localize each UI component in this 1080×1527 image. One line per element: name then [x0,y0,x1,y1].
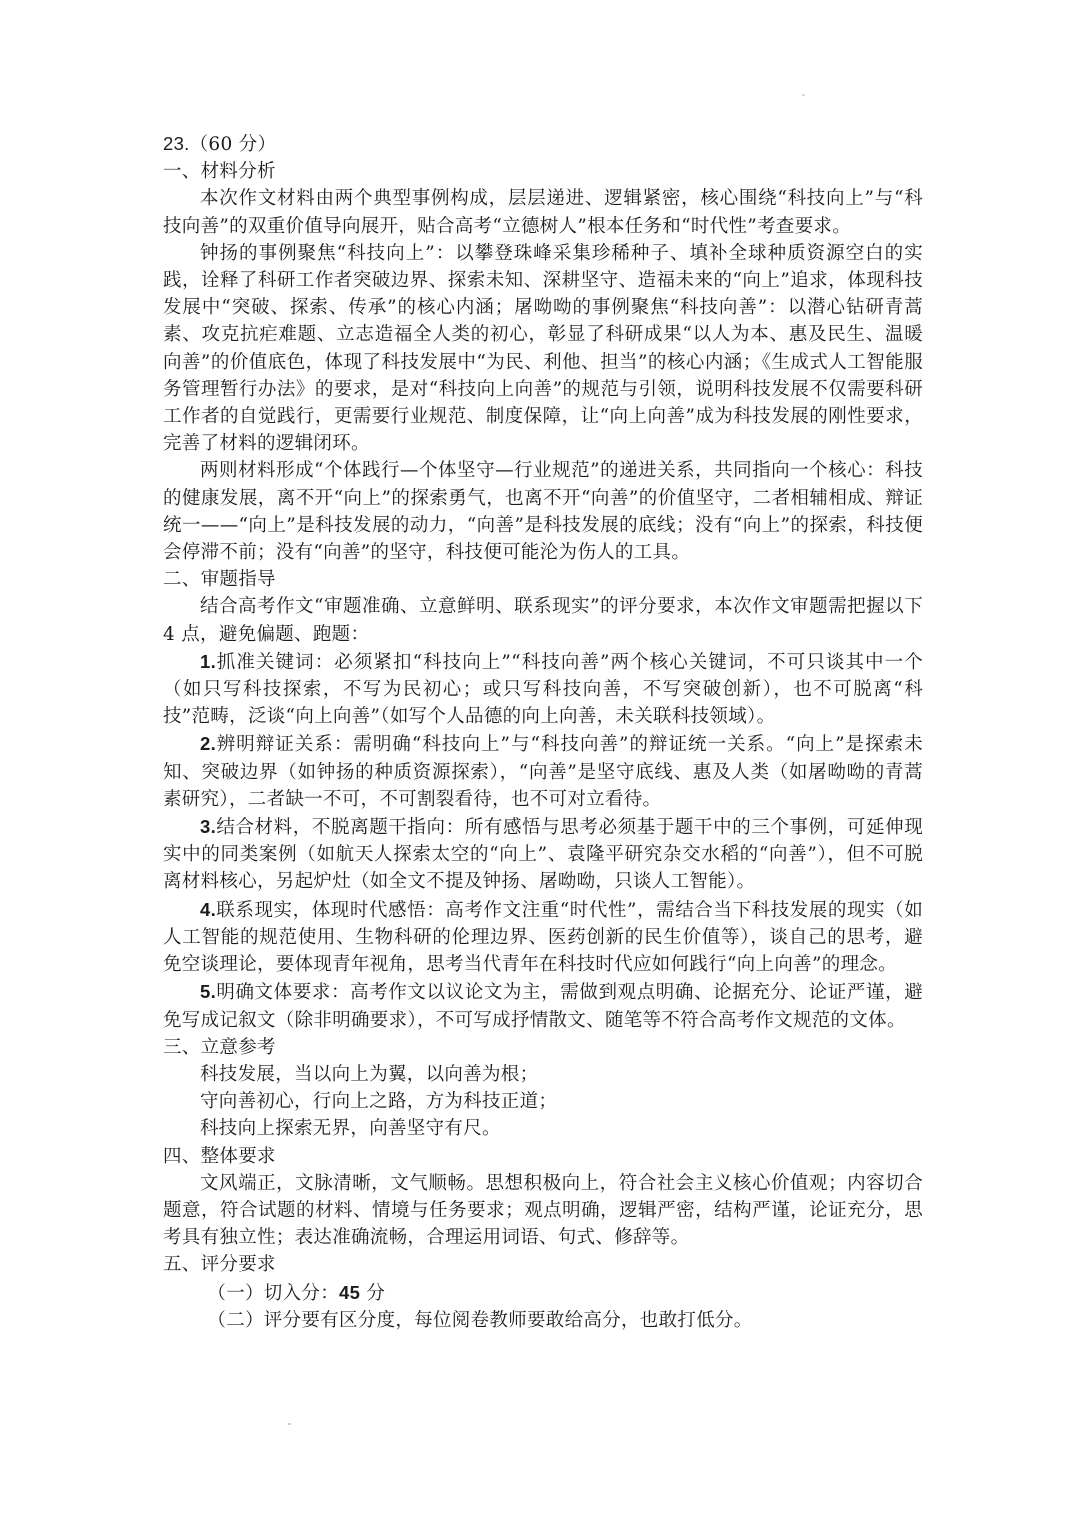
guidance-item [163,730,923,813]
scoring-item-suffix: 分 [360,1282,386,1304]
scoring-item-prefix: （一）切入分： [207,1282,339,1304]
scan-speck [288,1423,291,1425]
document-body [163,130,923,1334]
question-points: （60 分） [189,134,277,155]
paragraph: 结合高考作文“审题准确、立意鲜明、联系现实”的评分要求，本次作文审题需把握以下 4 点，避免偏题、跑题： [163,596,923,645]
section-heading-theme-reference: 三、立意参考 [163,1036,276,1058]
paragraph: 两则材料形成“个体践行—个体坚守—行业规范”的递进关系，共同指向一个核心：科技的健康发展，离不开“向上”的探索勇气，也离不开“向善”的价值坚守，二者相辅相成、辩证统一——“向上”是科技发展的动力，“向善”是科技发展的底线；没有“向上”的探索，科技便会停滞不前；没有“向善”的坚守，科技便可能沦为伤人的工具。 [163,460,923,564]
theme-reference-item: 科技向上探索无界，向善坚守有尺。 [200,1118,501,1140]
scan-speck [802,94,805,96]
item-text: 联系现实，体现时代感悟：高考作文注重“时代性”，需结合当下科技发展的现实（如人工智能的规范使用、生物科研的伦理边界、医药创新的民生价值等），谈自己的思考，避免空谈理论，要体现青年视角，思考当代青年在科技时代应如何践行“向上向善”的理念。 [163,899,923,976]
guidance-item [163,896,923,979]
section-heading-scoring-requirements: 五、评分要求 [163,1254,276,1276]
guidance-item [163,813,923,896]
scoring-item-value: 45 [339,1281,361,1303]
guidance-item [163,978,923,1033]
paragraph: 文风端正，文脉清晰，文气顺畅。思想积极向上，符合社会主义核心价值观；内容切合题意，符合试题的材料、情境与任务要求；观点明确，逻辑严密，结构严谨，论证充分，思考具有独立性；表达准确流畅，合理运用词语、句式、修辞等。 [163,1172,923,1249]
section-heading-material-analysis: 一、材料分析 [163,161,276,183]
item-text: 明确文体要求：高考作文以议论文为主，需做到观点明确、论据充分、论证严谨，避免写成记叙文（除非明确要求），不可写成抒情散文、随笔等不符合高考作文规范的文体。 [163,982,923,1031]
paragraph: 钟扬的事例聚焦“科技向上”：以攀登珠峰采集珍稀种子、填补全球种质资源空白的实践，诠释了科研工作者突破边界、探索未知、深耕坚守、造福未来的“向上”追求，体现科技发展中“突破、探索、传承”的核心内涵；屠呦呦的事例聚焦“科技向善”：以潜心钻研青蒿素、攻克抗疟难题、立志造福全人类的初心，彰显了科研成果“以人为本、惠及民生、温暖向善”的价值底色，体现了科技发展中“为民、利他、担当”的核心内涵；《生成式人工智能服务管理暂行办法》的要求，是对“科技向上向善”的规范与引领，说明科技发展不仅需要科研工作者的自觉践行，更需要行业规范、制度保障，让“向上向善”成为科技发展的刚性要求，完善了材料的逻辑闭环。 [163,242,923,455]
paragraph: 本次作文材料由两个典型事例构成，层层递进、逻辑紧密，核心围绕“科技向上”与“科技向善”的双重价值导向展开，贴合高考“立德树人”根本任务和“时代性”考查要求。 [163,188,923,237]
item-text: 结合材料，不脱离题干指向：所有感悟与思考必须基于题干中的三个事例，可延伸现实中的同类案例（如航天人探索太空的“向上”、袁隆平研究杂交水稻的“向善”），但不可脱离材料核心，另起炉灶（如全文不提及钟扬、屠呦呦，只谈人工智能）。 [163,817,923,893]
item-number: 2. [200,733,217,755]
item-text: 辨明辩证关系：需明确“科技向上”与“科技向善”的辩证统一关系。“向上”是探索未知、突破边界（如钟扬的种质资源探索），“向善”是坚守底线、惠及人类（如屠呦呦的青蒿素研究），二者缺一不可，不可割裂看待，也不可对立看待。 [163,734,923,810]
item-number: 1. [200,650,217,672]
scoring-item-prefix: （二）评分要有区分度，每位阅卷教师要敢给高分，也敢打低分。 [207,1309,753,1331]
theme-reference-item: 守向善初心，行向上之路，方为科技正道； [200,1091,558,1113]
item-number: 3. [200,816,217,838]
item-text: 抓准关键词：必须紧扣“科技向上”“科技向善”两个核心关键词，不可只谈其中一个（如只写科技探索，不写为民初心；或只写科技向善，不写突破创新），也不可脱离“科技”范畴，泛谈“向上向善”（如写个人品德的向上向善，未关联科技领域）。 [163,651,923,728]
question-number: 23. [163,133,190,154]
item-number: 4. [200,898,217,920]
theme-reference-item: 科技发展，当以向上为翼，以向善为根； [200,1063,539,1085]
section-heading-topic-guidance: 二、审题指导 [163,569,276,591]
question-header [163,130,923,158]
item-number: 5. [200,981,217,1003]
section-heading-overall-requirements: 四、整体要求 [163,1145,276,1167]
scoring-item [163,1307,923,1334]
scoring-item [163,1279,923,1307]
guidance-item [163,648,923,731]
